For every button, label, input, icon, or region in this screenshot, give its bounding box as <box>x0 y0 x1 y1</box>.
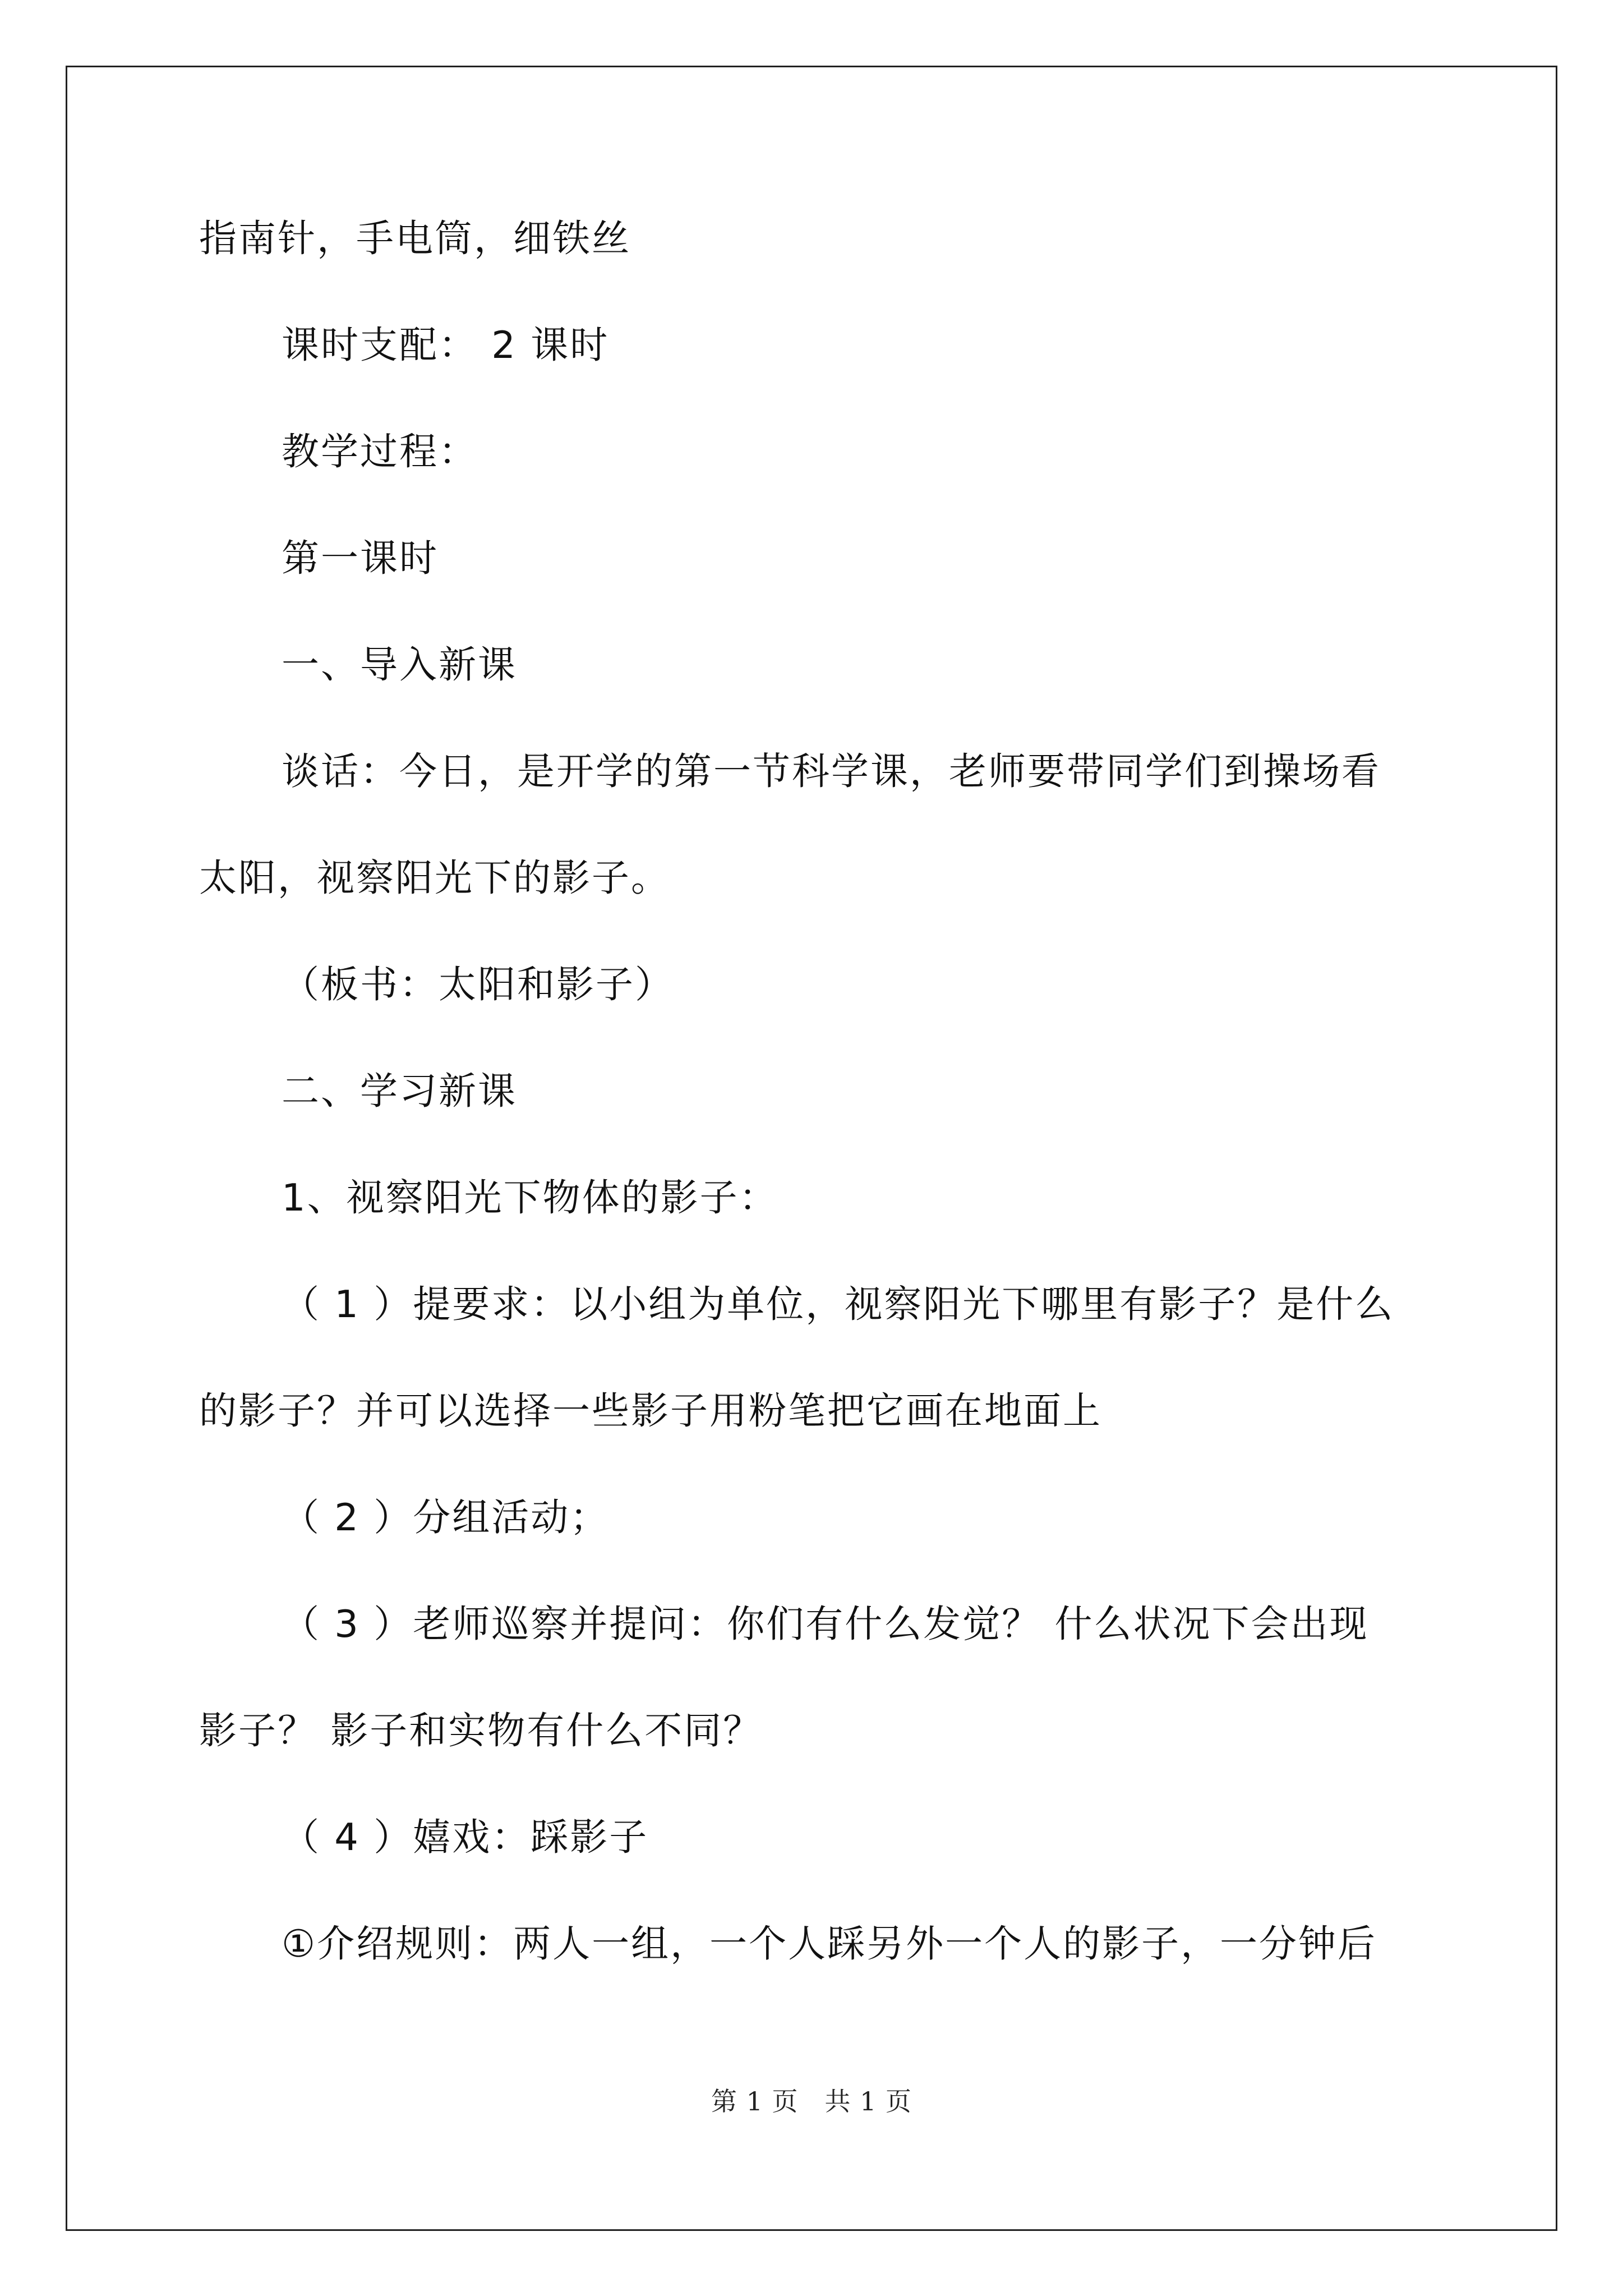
paragraph-line: （ 1 ）提要求：以小组为单位，视察阳光下哪里有影子？是什么 <box>282 1282 1395 1326</box>
paragraph-line: （ 2 ）分组活动； <box>282 1496 610 1539</box>
text-line-materials: 指南针，手电筒，细铁丝 <box>199 217 631 260</box>
paragraph-line: （ 4 ）嬉戏：踩影子 <box>282 1815 649 1859</box>
list-heading: 1、视察阳光下物体的影子： <box>282 1176 778 1220</box>
text-line-class-hours: 课时支配： 2 课时 <box>282 323 610 367</box>
text-line-teaching-process: 教学过程： <box>282 430 478 473</box>
paragraph-line: （ 3 ）老师巡察并提问：你们有什么发觉？ 什么状况下会出现 <box>282 1602 1369 1646</box>
text-line-first-lesson: 第一课时 <box>282 536 439 580</box>
page-footer: 第 1 页 共 1 页 <box>711 2086 912 2116</box>
paragraph-line: 的影子？并可以选择一些影子用粉笔把它画在地面上 <box>199 1389 1102 1433</box>
paragraph-line: ①介绍规则：两人一组，一个人踩另外一个人的影子，一分钟后 <box>282 1922 1377 1966</box>
page-border <box>66 66 1557 2231</box>
section-heading-new-lesson: 二、学习新课 <box>282 1069 517 1113</box>
paragraph-line: 谈话：今日，是开学的第一节科学课，老师要带同学们到操场看 <box>282 749 1381 793</box>
paragraph-line: 太阳，视察阳光下的影子。 <box>199 856 670 900</box>
text-line-blackboard: （板书：太阳和影子） <box>282 963 674 1006</box>
section-heading-intro: 一、导入新课 <box>282 643 517 687</box>
paragraph-line: 影子？ 影子和实物有什么不同？ <box>199 1709 763 1752</box>
